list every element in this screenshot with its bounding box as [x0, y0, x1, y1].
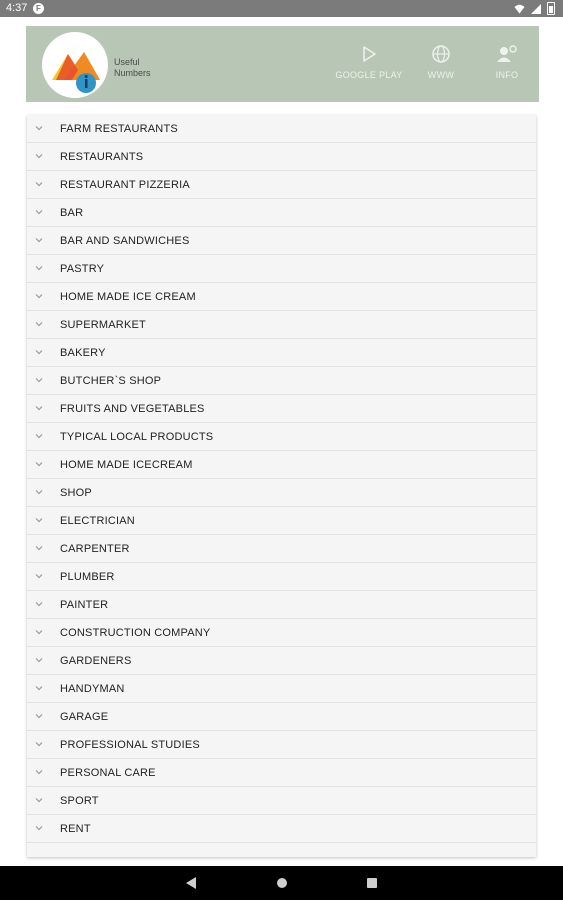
person-info-icon	[496, 44, 518, 64]
category-label: BAR	[60, 207, 84, 219]
chevron-down-icon	[34, 823, 44, 833]
brand-line-2: Numbers	[114, 68, 151, 78]
category-label: PROFESSIONAL STUDIES	[60, 739, 200, 751]
status-time: 4:37	[6, 2, 28, 14]
brand-name	[114, 57, 151, 79]
category-item[interactable]	[27, 395, 536, 423]
battery-icon	[547, 2, 555, 15]
chevron-down-icon	[34, 515, 44, 525]
chevron-down-icon	[34, 235, 44, 245]
category-label: RESTAURANTS	[60, 151, 144, 163]
chevron-down-icon	[34, 599, 44, 609]
category-label: SPORT	[60, 795, 99, 807]
app-header	[26, 26, 539, 102]
chevron-down-icon	[34, 319, 44, 329]
category-item[interactable]	[27, 143, 536, 171]
app-logo	[42, 32, 108, 98]
category-label: GARAGE	[60, 711, 109, 723]
category-label: SHOP	[60, 487, 92, 499]
category-item[interactable]	[27, 423, 536, 451]
category-label: BUTCHER`S SHOP	[60, 375, 162, 387]
notification-app-icon: F	[33, 3, 44, 14]
status-bar	[0, 0, 563, 17]
category-label: HOME MADE ICE CREAM	[60, 291, 196, 303]
category-item[interactable]	[27, 311, 536, 339]
category-item[interactable]	[27, 675, 536, 703]
mountains-logo-icon	[42, 32, 108, 98]
chevron-down-icon	[34, 431, 44, 441]
category-item[interactable]	[27, 255, 536, 283]
category-label: GARDENERS	[60, 655, 132, 667]
globe-icon	[431, 44, 451, 64]
category-label: FARM RESTAURANTS	[60, 123, 178, 135]
chevron-down-icon	[34, 207, 44, 217]
category-item[interactable]	[27, 479, 536, 507]
category-label: ELECTRICIAN	[60, 515, 135, 527]
chevron-down-icon	[34, 375, 44, 385]
chevron-down-icon	[34, 151, 44, 161]
category-item[interactable]	[27, 787, 536, 815]
chevron-down-icon	[34, 459, 44, 469]
chevron-down-icon	[34, 263, 44, 273]
google-play-button[interactable]	[334, 44, 404, 80]
category-label: BAR AND SANDWICHES	[60, 235, 190, 247]
play-icon	[359, 44, 379, 64]
category-item[interactable]	[27, 115, 536, 143]
www-label: WWW	[427, 70, 455, 80]
chevron-down-icon	[34, 655, 44, 665]
chevron-down-icon	[34, 487, 44, 497]
category-item[interactable]	[27, 367, 536, 395]
brand-line-1: Useful	[114, 57, 140, 67]
chevron-down-icon	[34, 711, 44, 721]
chevron-down-icon	[34, 795, 44, 805]
chevron-down-icon	[34, 543, 44, 553]
category-label: PASTRY	[60, 263, 105, 275]
category-item[interactable]	[27, 815, 536, 843]
category-item[interactable]	[27, 339, 536, 367]
category-item[interactable]	[27, 171, 536, 199]
category-label: RESTAURANT PIZZERIA	[60, 179, 190, 191]
category-label: SUPERMARKET	[60, 319, 146, 331]
chevron-down-icon	[34, 683, 44, 693]
info-label: INFO	[495, 70, 519, 80]
category-label: PERSONAL CARE	[60, 767, 156, 779]
google-play-label: GOOGLE PLAY	[335, 70, 403, 80]
recents-icon[interactable]	[366, 877, 378, 889]
back-icon[interactable]	[185, 877, 197, 889]
category-item[interactable]	[27, 199, 536, 227]
category-label: PAINTER	[60, 599, 109, 611]
category-item[interactable]	[27, 647, 536, 675]
category-item[interactable]	[27, 283, 536, 311]
chevron-down-icon	[34, 767, 44, 777]
category-item[interactable]	[27, 731, 536, 759]
chevron-down-icon	[34, 739, 44, 749]
cell-signal-icon	[531, 4, 541, 14]
category-label: BAKERY	[60, 347, 106, 359]
category-item[interactable]	[27, 451, 536, 479]
category-item[interactable]	[27, 591, 536, 619]
category-item[interactable]	[27, 759, 536, 787]
category-label: PLUMBER	[60, 571, 115, 583]
category-label: HANDYMAN	[60, 683, 125, 695]
system-nav-bar	[0, 866, 563, 900]
category-label: CARPENTER	[60, 543, 130, 555]
category-label: FRUITS AND VEGETABLES	[60, 403, 205, 415]
category-item[interactable]	[27, 507, 536, 535]
home-icon[interactable]	[276, 877, 288, 889]
chevron-down-icon	[34, 347, 44, 357]
category-item[interactable]	[27, 619, 536, 647]
category-item[interactable]	[27, 703, 536, 731]
category-label: TYPICAL LOCAL PRODUCTS	[60, 431, 214, 443]
category-label: RENT	[60, 823, 91, 835]
category-list	[27, 115, 536, 857]
info-button[interactable]	[472, 44, 542, 80]
category-item[interactable]	[27, 535, 536, 563]
chevron-down-icon	[34, 123, 44, 133]
www-button[interactable]	[406, 44, 476, 80]
chevron-down-icon	[34, 291, 44, 301]
category-item-partial[interactable]	[27, 843, 536, 857]
chevron-down-icon	[34, 627, 44, 637]
wifi-icon	[514, 4, 525, 14]
category-item[interactable]	[27, 227, 536, 255]
category-label: HOME MADE ICECREAM	[60, 459, 193, 471]
chevron-down-icon	[34, 179, 44, 189]
chevron-down-icon	[34, 571, 44, 581]
chevron-down-icon	[34, 403, 44, 413]
category-label: CONSTRUCTION COMPANY	[60, 627, 211, 639]
category-item[interactable]	[27, 563, 536, 591]
